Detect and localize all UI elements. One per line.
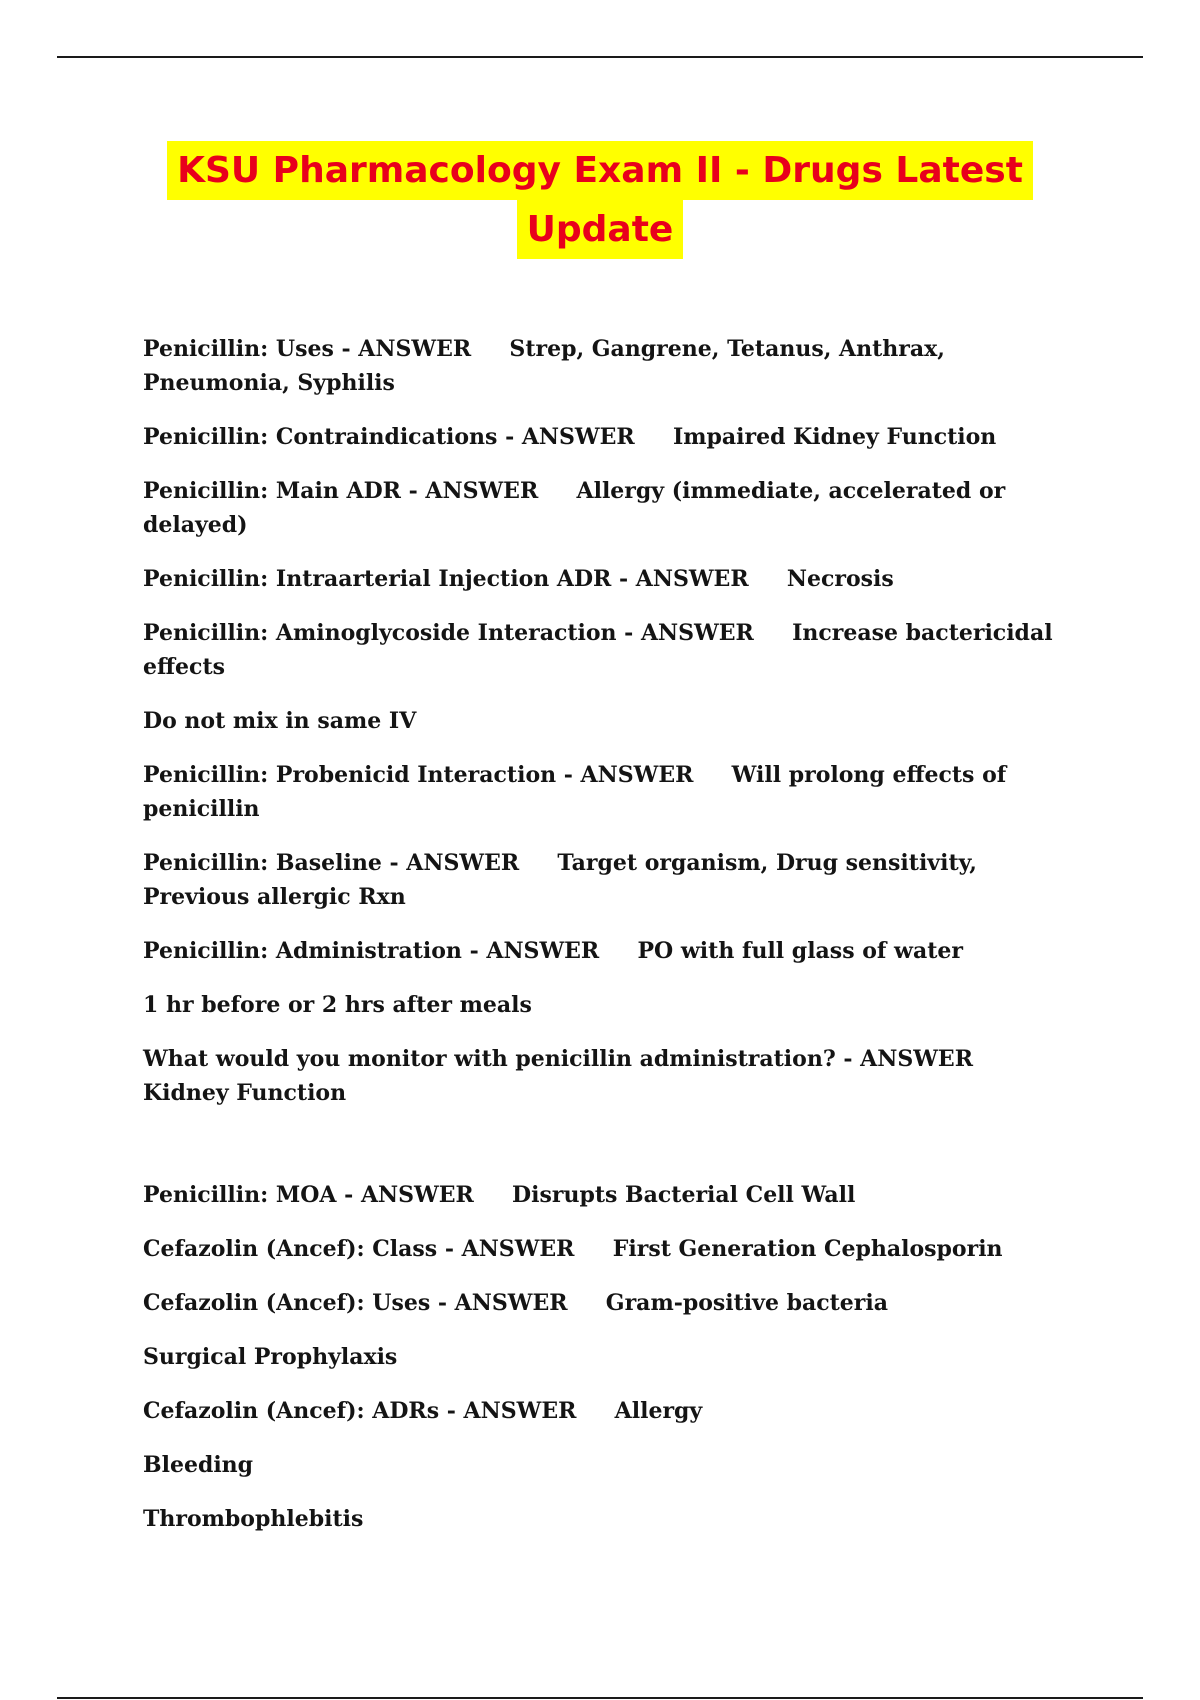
qa-line: Penicillin: Probenicid Interaction - ANSWER Will prolong effects of penicillin: [143, 762, 1014, 822]
document-title: [100, 141, 1100, 259]
qa-line: Cefazolin (Ancef): ADRs - ANSWER Allergy: [143, 1398, 703, 1424]
bottom-rule: [57, 1697, 1143, 1699]
qa-line: Penicillin: Main ADR - ANSWER Allergy (immediate, accelerated or delayed): [143, 478, 1013, 538]
qa-line: Penicillin: MOA - ANSWER Disrupts Bacterial Cell Wall: [143, 1182, 856, 1208]
title-line-2: Update: [517, 200, 684, 259]
qa-line: 1 hr before or 2 hrs after meals: [143, 992, 532, 1018]
top-rule: [57, 56, 1143, 58]
qa-line: Penicillin: Uses - ANSWER Strep, Gangrene, Tetanus, Anthrax, Pneumonia, Syphilis: [143, 336, 953, 396]
qa-line: What would you monitor with penicillin administration? - ANSWER Kidney Function: [143, 1046, 1012, 1106]
qa-line: Penicillin: Intraarterial Injection ADR - ANSWER Necrosis: [143, 566, 894, 592]
qa-line: Surgical Prophylaxis: [143, 1344, 398, 1370]
qa-line: Cefazolin (Ancef): Uses - ANSWER Gram-positive bacteria: [143, 1290, 889, 1316]
qa-line: Bleeding: [143, 1452, 254, 1478]
qa-list: [143, 332, 1083, 1556]
qa-line: Penicillin: Administration - ANSWER PO with full glass of water: [143, 938, 963, 964]
title-line-1: KSU Pharmacology Exam II - Drugs Latest: [167, 141, 1033, 200]
qa-line: Penicillin: Aminoglycoside Interaction - ANSWER Increase bactericidal effects: [143, 620, 1061, 680]
qa-line: Do not mix in same IV: [143, 708, 417, 734]
qa-line: Cefazolin (Ancef): Class - ANSWER First Generation Cephalosporin: [143, 1236, 1003, 1262]
qa-line: Penicillin: Baseline - ANSWER Target organism, Drug sensitivity, Previous allergic Rxn: [143, 850, 985, 910]
qa-line: Thrombophlebitis: [143, 1506, 364, 1532]
qa-line: Penicillin: Contraindications - ANSWER Impaired Kidney Function: [143, 424, 997, 450]
